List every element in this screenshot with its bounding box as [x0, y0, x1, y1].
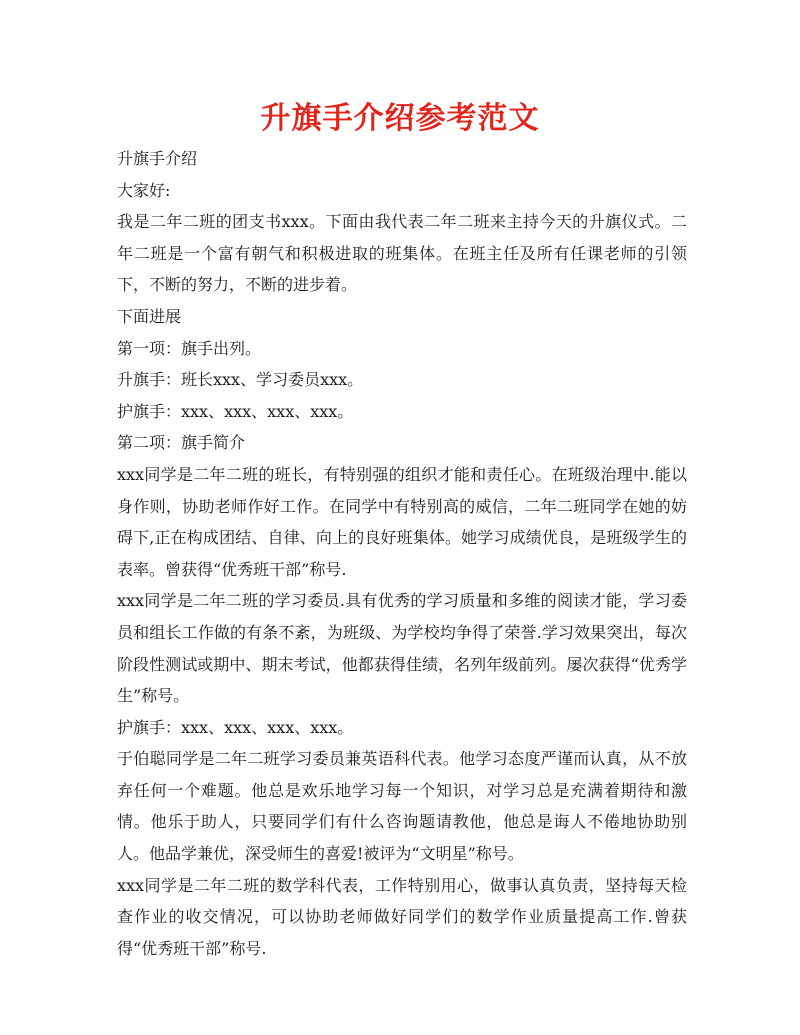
paragraph-proceed: 下面进展	[117, 306, 182, 326]
paragraph-item-one: 第一项：旗手出列。	[117, 338, 262, 358]
document-body	[117, 143, 687, 964]
paragraph-intro: 我是二年二班的团支书xxx。下面由我代表二年二班来主持今天的升旗仪式。二年二班是一个富有朝气和积极进取的班集体。在班主任及所有任课老师的引领下，不断的努力，不断的进步着。	[117, 212, 687, 295]
document-title: 升旗手介绍参考范文	[260, 101, 540, 136]
paragraph-monitor-bio: xxx同学是二年二班的班长，有特别强的组织才能和责任心。在班级治理中.能以身作则，协助老师作好工作。在同学中有特别高的威信，二年二班同学在她的妨碍下,正在构成团结、自律、向上的良好班集体。她学习成绩优良，是班级学生的表率。曾获得“优秀班干部”称号.	[117, 464, 687, 579]
paragraph-flag-guards: 护旗手：xxx、xxx、xxx、xxx。	[117, 401, 354, 421]
paragraph-flag-raisers: 升旗手：班长xxx、学习委员xxx。	[117, 370, 364, 390]
paragraph-item-two: 第二项：旗手简介	[117, 433, 246, 453]
paragraph-heading: 升旗手介绍	[117, 149, 198, 168]
paragraph-math-rep-bio: xxx同学是二年二班的数学科代表，工作特别用心，做事认真负责，坚持每天检查作业的收交情况，可以协助老师做好同学们的数学作业质量提高工作.曾获得“优秀班干部”称号.	[117, 875, 687, 958]
paragraph-greeting: 大家好:	[117, 180, 171, 200]
paragraph-english-rep-bio: 于伯聪同学是二年二班学习委员兼英语科代表。他学习态度严谨而认真，从不放弃任何一个难题。他总是欢乐地学习每一个知识，对学习总是充满着期待和激情。他乐于助人，只要同学们有什么咨询题请教他，他总是诲人不倦地协助别人。他品学兼优，深受师生的喜爱!被评为“文明星”称号。	[117, 749, 687, 864]
paragraph-flag-guards-repeat: 护旗手：xxx、xxx、xxx、xxx。	[117, 717, 354, 737]
paragraph-study-rep-bio: xxx同学是二年二班的学习委员.具有优秀的学习质量和多维的阅读才能，学习委员和组长工作做的有条不紊，为班级、为学校均争得了荣誉.学习效果突出，每次阶段性测试或期中、期末考试，他都获得佳绩，名列年级前列。屡次获得“优秀学生”称号。	[117, 591, 687, 706]
